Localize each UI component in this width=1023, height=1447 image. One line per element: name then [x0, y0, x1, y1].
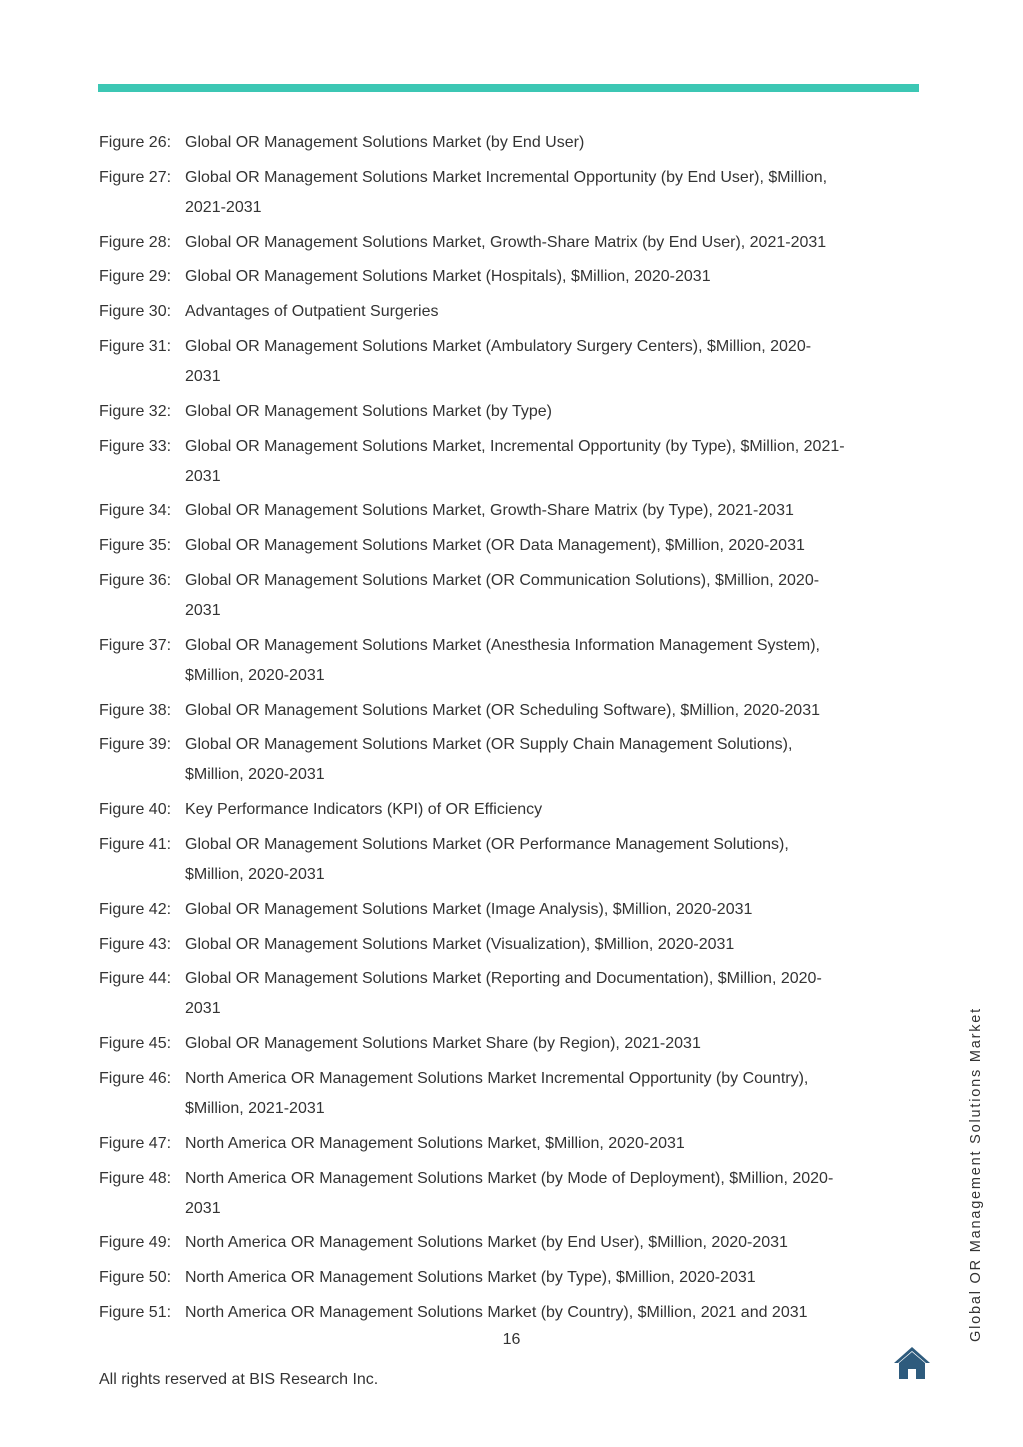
figure-label: Figure 45:	[99, 1035, 172, 1053]
figure-label: Figure 40:	[99, 801, 172, 819]
figure-label: Figure 49:	[99, 1234, 172, 1252]
figure-label: Figure 51:	[99, 1303, 172, 1321]
figure-label: Figure 50:	[99, 1269, 172, 1287]
figure-label: Figure 48:	[99, 1169, 172, 1187]
figure-label: Figure 47:	[99, 1134, 172, 1152]
figure-title: Global OR Management Solutions Market (by End User)	[185, 134, 585, 151]
list-item[interactable]	[99, 964, 899, 1024]
figure-title: Global OR Management Solutions Market (Reporting and Documentation), $Million, 2020- 2031	[185, 970, 822, 1018]
home-icon[interactable]	[893, 1346, 931, 1380]
figure-label: Figure 38:	[99, 701, 172, 719]
figure-title: Global OR Management Solutions Market Incremental Opportunity (by End User), $Million, 2021-2031	[185, 168, 828, 216]
list-item[interactable]	[99, 1228, 899, 1258]
figure-label: Figure 29:	[99, 268, 172, 286]
figure-label: Figure 36:	[99, 571, 172, 589]
list-item[interactable]	[99, 297, 899, 327]
figure-title: Global OR Management Solutions Market (Visualization), $Million, 2020-2031	[185, 935, 735, 953]
figure-title: North America OR Management Solutions Market (by Country), $Million, 2021 and 2031	[185, 1303, 808, 1321]
figure-title: Global OR Management Solutions Market (OR Data Management), $Million, 2020-2031	[185, 537, 805, 555]
figure-label: Figure 35:	[99, 537, 172, 555]
copyright-notice: All rights reserved at BIS Research Inc.	[99, 1371, 379, 1388]
list-item[interactable]	[99, 1263, 899, 1293]
list-item[interactable]	[99, 531, 899, 561]
figure-label: Figure 46:	[99, 1069, 172, 1087]
figure-label: Figure 32:	[99, 402, 172, 420]
list-item[interactable]	[99, 696, 899, 726]
figure-title: Global OR Management Solutions Market (by Type)	[185, 402, 552, 420]
figure-label: Figure 30:	[99, 303, 172, 321]
list-item[interactable]	[99, 830, 899, 890]
figure-title: North America OR Management Solutions Market, $Million, 2020-2031	[185, 1134, 685, 1152]
figure-title: Global OR Management Solutions Market (Anesthesia Information Management System), $Million, 2020-2031	[185, 636, 820, 684]
list-item[interactable]	[99, 1298, 899, 1328]
figure-label: Figure 33:	[99, 437, 172, 455]
figure-label: Figure 43:	[99, 935, 172, 953]
figure-title: Global OR Management Solutions Market, Growth-Share Matrix (by Type), 2021-2031	[185, 502, 794, 520]
figure-title: Global OR Management Solutions Market (OR Scheduling Software), $Million, 2020-2031	[185, 701, 820, 719]
figure-label: Figure 27:	[99, 168, 172, 186]
figure-label: Figure 37:	[99, 636, 172, 654]
list-item[interactable]	[99, 895, 899, 925]
figure-title: North America OR Management Solutions Market Incremental Opportunity (by Country), $Million, 2021-2031	[185, 1069, 809, 1117]
figure-label: Figure 28:	[99, 233, 172, 251]
list-item[interactable]	[99, 262, 899, 292]
list-item[interactable]	[99, 228, 899, 258]
figure-label: Figure 44:	[99, 970, 172, 988]
figure-title: Global OR Management Solutions Market (Ambulatory Surgery Centers), $Million, 2020- 2031	[185, 337, 812, 385]
figure-title: Global OR Management Solutions Market, Growth-Share Matrix (by End User), 2021-2031	[185, 233, 827, 251]
figure-title: Key Performance Indicators (KPI) of OR Efficiency	[185, 801, 543, 819]
list-of-figures	[99, 128, 899, 1333]
list-item[interactable]	[99, 496, 899, 526]
figure-title: Global OR Management Solutions Market (OR Communication Solutions), $Million, 2020- 2031	[185, 571, 820, 619]
list-item[interactable]	[99, 397, 899, 427]
figure-title: Global OR Management Solutions Market (OR Supply Chain Management Solutions), $Million, 2020-2031	[185, 736, 793, 784]
figure-title: Advantages of Outpatient Surgeries	[185, 303, 439, 321]
figure-label: Figure 34:	[99, 502, 172, 520]
page-number: 16	[502, 1331, 521, 1348]
list-item[interactable]	[99, 432, 899, 492]
vertical-report-title: Global OR Management Solutions Market	[968, 1007, 984, 1342]
header-rule	[98, 84, 919, 92]
figure-label: Figure 41:	[99, 835, 172, 853]
figure-title: Global OR Management Solutions Market (Image Analysis), $Million, 2020-2031	[185, 900, 753, 918]
figure-label: Figure 42:	[99, 900, 172, 918]
figure-label: Figure 39:	[99, 736, 172, 754]
list-item[interactable]	[99, 930, 899, 960]
figure-title: North America OR Management Solutions Market (by Mode of Deployment), $Million, 2020- 2031	[185, 1169, 834, 1217]
list-item[interactable]	[99, 1064, 899, 1124]
list-item[interactable]	[99, 566, 899, 626]
list-item[interactable]	[99, 1164, 899, 1224]
figure-label: Figure 26:	[99, 134, 172, 151]
figure-title: Global OR Management Solutions Market Share (by Region), 2021-2031	[185, 1035, 701, 1053]
list-item[interactable]	[99, 795, 899, 825]
figure-title: North America OR Management Solutions Market (by Type), $Million, 2020-2031	[185, 1269, 756, 1287]
figure-title: Global OR Management Solutions Market (Hospitals), $Million, 2020-2031	[185, 268, 711, 286]
list-item[interactable]	[99, 631, 899, 691]
list-item[interactable]	[99, 1029, 899, 1059]
figure-title: Global OR Management Solutions Market (OR Performance Management Solutions), $Million, 2020-2031	[185, 835, 789, 883]
figure-title: Global OR Management Solutions Market, Incremental Opportunity (by Type), $Million, 2021- 2031	[185, 437, 845, 485]
list-item[interactable]	[99, 1129, 899, 1159]
figure-title: North America OR Management Solutions Market (by End User), $Million, 2020-2031	[185, 1234, 788, 1252]
list-item[interactable]	[99, 730, 899, 790]
figure-label: Figure 31:	[99, 337, 172, 355]
list-item[interactable]	[99, 128, 899, 158]
list-item[interactable]	[99, 163, 899, 223]
list-item[interactable]	[99, 332, 899, 392]
